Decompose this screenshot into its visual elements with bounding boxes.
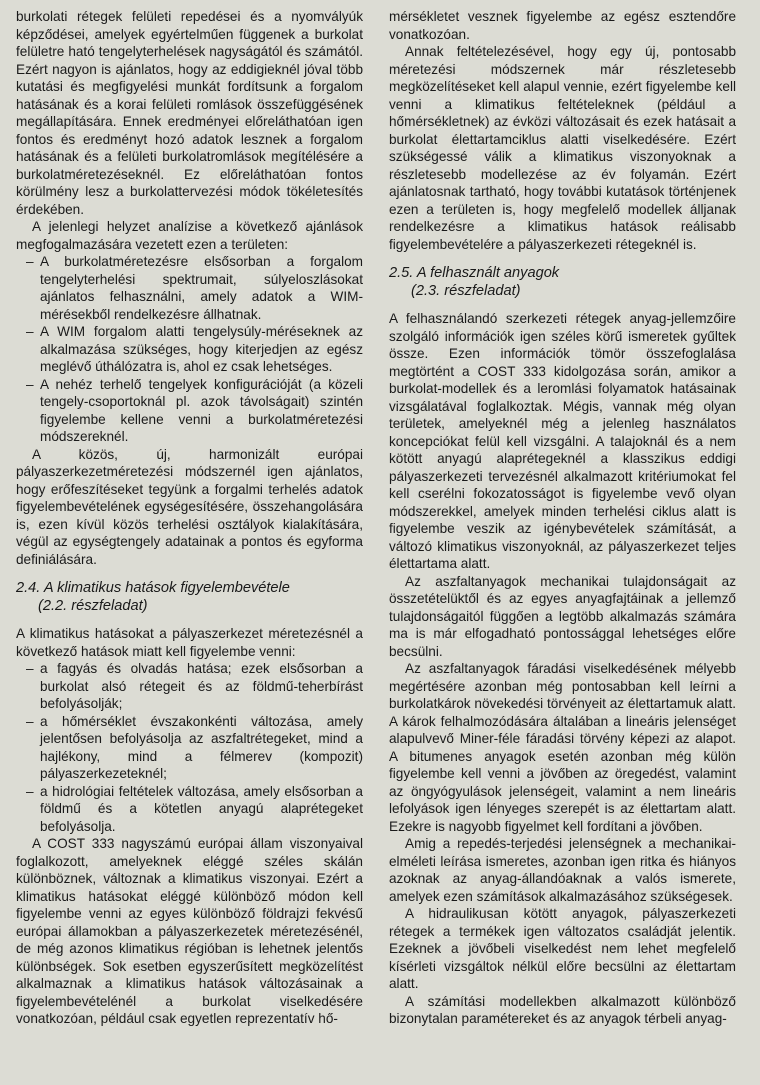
list-item: – A WIM forgalom alatti tengelysúly-méréseknek az alkalmazása szükséges, hogy kiterjedjen az egész meglévő úthálózatra is, ahol ez csak lehetséges. [16, 323, 363, 376]
paragraph: A COST 333 nagyszámú európai állam viszonyaival foglalkozott, amelyeknek eléggé széles skálán különböznek, változnak a klimatikus viszonyai. Ezért a klimatikus hatásokat eléggé különböző módon kell figyelembe venni az egyes különböző földrajzi fekvésű európai államokban a pályaszerkezetek méretezésénél, de még azonos klimatikus régióban is lehetnek jelentős különbségek. Sok esetben egyszerűsített megközelítést alkalmaznak a klimatikus hatások változásainak a figyelembevételénél a burkolat viselkedésére vonatkozóan, például csak egyetlen reprezentatív hő- [16, 836, 363, 1026]
paragraph: A közös, új, harmonizált európai pályaszerkezetméretezési módszernél igen ajánlatos, hogy erőfeszítéseket tegyünk a forgalmi terhelés adatok figyelembevételének egységesítésére, összehangolására is, ezen kívül közös terhelési osztályok kialakítására, végül az egységtengely adatainak a pontos és egyforma definiálására. [16, 446, 363, 567]
paragraph: Az aszfaltanyagok fáradási viselkedésének mélyebb megértésére azonban még pontosabban kell leírni a burkolatkárok növekedési törvényeit az élettartamuk alatt. A károk felhalmozódására általában a lineáris jelenséget alapulvevő Miner-féle fáradási törvény képezi az alapot. A bitumenes anyagok esetén azonban még külön figyelembe kell venni a jövőben az öregedést, valamint az öngyógyulások jelenségeit, valamint a nem lineáris lefolyások igen lényeges szerepét is az élettartam alatt. Ezekre is nagyobb figyelmet kell fordítani a jövőben. [389, 661, 736, 834]
section-subtitle: (2.2. részfeladat) [38, 597, 148, 614]
list-item: – a hidrológiai feltételek változása, amely elsősorban a földmű és a kötetlen anyagú alaprétegeket befolyásolja. [16, 783, 363, 836]
list-item: – a fagyás és olvadás hatása; ezek elsősorban a burkolat alsó rétegeit és az földmű-teherbírást befolyásolják; [16, 660, 363, 713]
section-heading-2-5 [389, 265, 736, 300]
paragraph: burkolati rétegek felületi repedései és a nyomvályúk képződései, amelyek egyértelműen függenek a burkolat felületre ható tengelyterhelések nagyságától és számától. Ezért nagyon is ajánlatos, hogy az eddigieknél jóval több kutatási és megfigyelési munkát fordítsunk a forgalom hatásának és a korai felületi romlások összefüggésének megállapítására. Ennek eredményei előreláthatóan igen fontos és eredményt hozó adatok lesznek a forgalom hatásának és a felületi burkolatromlások megítélésére a burkolatméretezéseknél. Ez előreláthatóan fontos körülmény lesz a burkolattervezési módok tökéletesítés érdekében. [16, 9, 363, 217]
section-heading-2-4 [16, 580, 363, 615]
paragraph: A felhasználandó szerkezeti rétegek anyag-jellemzőire szolgáló információk igen széles körű ismeretek gyűltek össze. Ezen információk tömör összefoglalása megtörtént a COST 333 kidolgozása során, amikor a burkolat-modellek és a leromlási folyamatok hatásainak vizsgálatával foglalkoztak. Mégis, vannak még olyan területek, amelyeknél még a jelenleg használatos koncepciókat felül kell vizsgálni. A talajoknál és a nem kötött anyagú alaprétegeknél a klasszikus eddigi pályaszerkezeti tervezésnél alkalmazott kritériumokat fel kell cserélni fokozatosságot is figyelembe vevő olyan módszerekkel, amelyek minden terhelési ciklus alatt is figyelembe veszik az igénybevételek számítását, a változó klimatikus viszonyoknál, az pályaszerkezet teljes élettartama alatt. [389, 311, 736, 571]
paragraph: A számítási modellekben alkalmazott különböző bizonytalan paramétereket és az anyagok térbeli anyag- [389, 993, 736, 1026]
paragraph: Az aszfaltanyagok mechanikai tulajdonságait az összetételüktől és az egyes anyagfajtáinak a jellemző tulajdonságaitól függően a legtöbb alkalmazás számára ma is már elfogadható pontossággal lehetséges előre becsülni. [389, 573, 736, 659]
paragraph: A klimatikus hatásokat a pályaszerkezet méretezésnél a következő hatások miatt kell figyelembe venni: [16, 626, 363, 659]
recommendation-list [16, 253, 363, 446]
list-item: – a hőmérséklet évszakonkénti változása, amely jelentősen befolyásolja az aszfaltrétegeket, mind a hajlékony, mind a félmerev (kompozit) pályaszerkezeteknél; [16, 713, 363, 783]
paragraph: Amig a repedés-terjedési jelenségnek a mechanikai-elméleti leírása ismeretes, azonban igen ritka és hiányos azoknak az anyag-állandóaknak a valós ismerete, amelyek ezen számítások alkalmazásához szükségesek. [389, 836, 736, 904]
climate-effects-list [16, 660, 363, 835]
section-subtitle: (2.3. részfeladat) [411, 282, 521, 299]
list-item: – A burkolatméretezésre elsősorban a forgalom tengelyterhelési spektrumait, súlyeloszlásokat ajánlatos felhasználni, amely adatok a WIM-mérésekből rendelkezésre állhatnak. [16, 253, 363, 323]
right-column [389, 8, 736, 1085]
paragraph: A hidraulikusan kötött anyagok, pályaszerkezeti rétegek a termékek igen változatos családját jelentik. Ezeknek a jövőbeli viselkedést nem lehet megfelelő kísérleti vizsgáltok nélkül előre becsülni az élettartam alatt. [389, 906, 736, 991]
section-title: 2.4. A klimatikus hatások figyelembevétele [16, 580, 290, 596]
section-title: 2.5. A felhasznált anyagok [389, 265, 560, 281]
paragraph: A jelenlegi helyzet analízise a következő ajánlások megfogalmazására vezetett ezen a területen: [16, 219, 363, 252]
paragraph: Annak feltételezésével, hogy egy új, pontosabb méretezési módszernek már részletesebb megközelítéseket kell alapul vennie, ezért figyelembe kell venni a klimatikus feltételeknek (például a hőmérsékletnek) az évközi változásait és ezek hatásait a burkolat élettartamciklus alatti viselkedésére. Ezért szükségessé válik a klimatikus viszonyoknak a részletesebb modellezése az év folyamán. Ezért ajánlatosnak tartható, hogy további kutatások történjenek ezen a területen is, hogy megfelelő modellek álljanak rendelkezésre a klimatikus hatások reálisabb figyelembevételére a pályaszerkezeti rétegeknél is. [389, 44, 736, 252]
left-column [16, 8, 363, 1085]
list-item: – A nehéz terhelő tengelyek konfigurációját (a közeli tengely-csoportoknál pl. azok távolságait) szintén figyelembe kellene venni a burkolatméretezési módszereknél. [16, 376, 363, 446]
paragraph: mérsékletet vesznek figyelembe az egész esztendőre vonatkozóan. [389, 9, 736, 42]
